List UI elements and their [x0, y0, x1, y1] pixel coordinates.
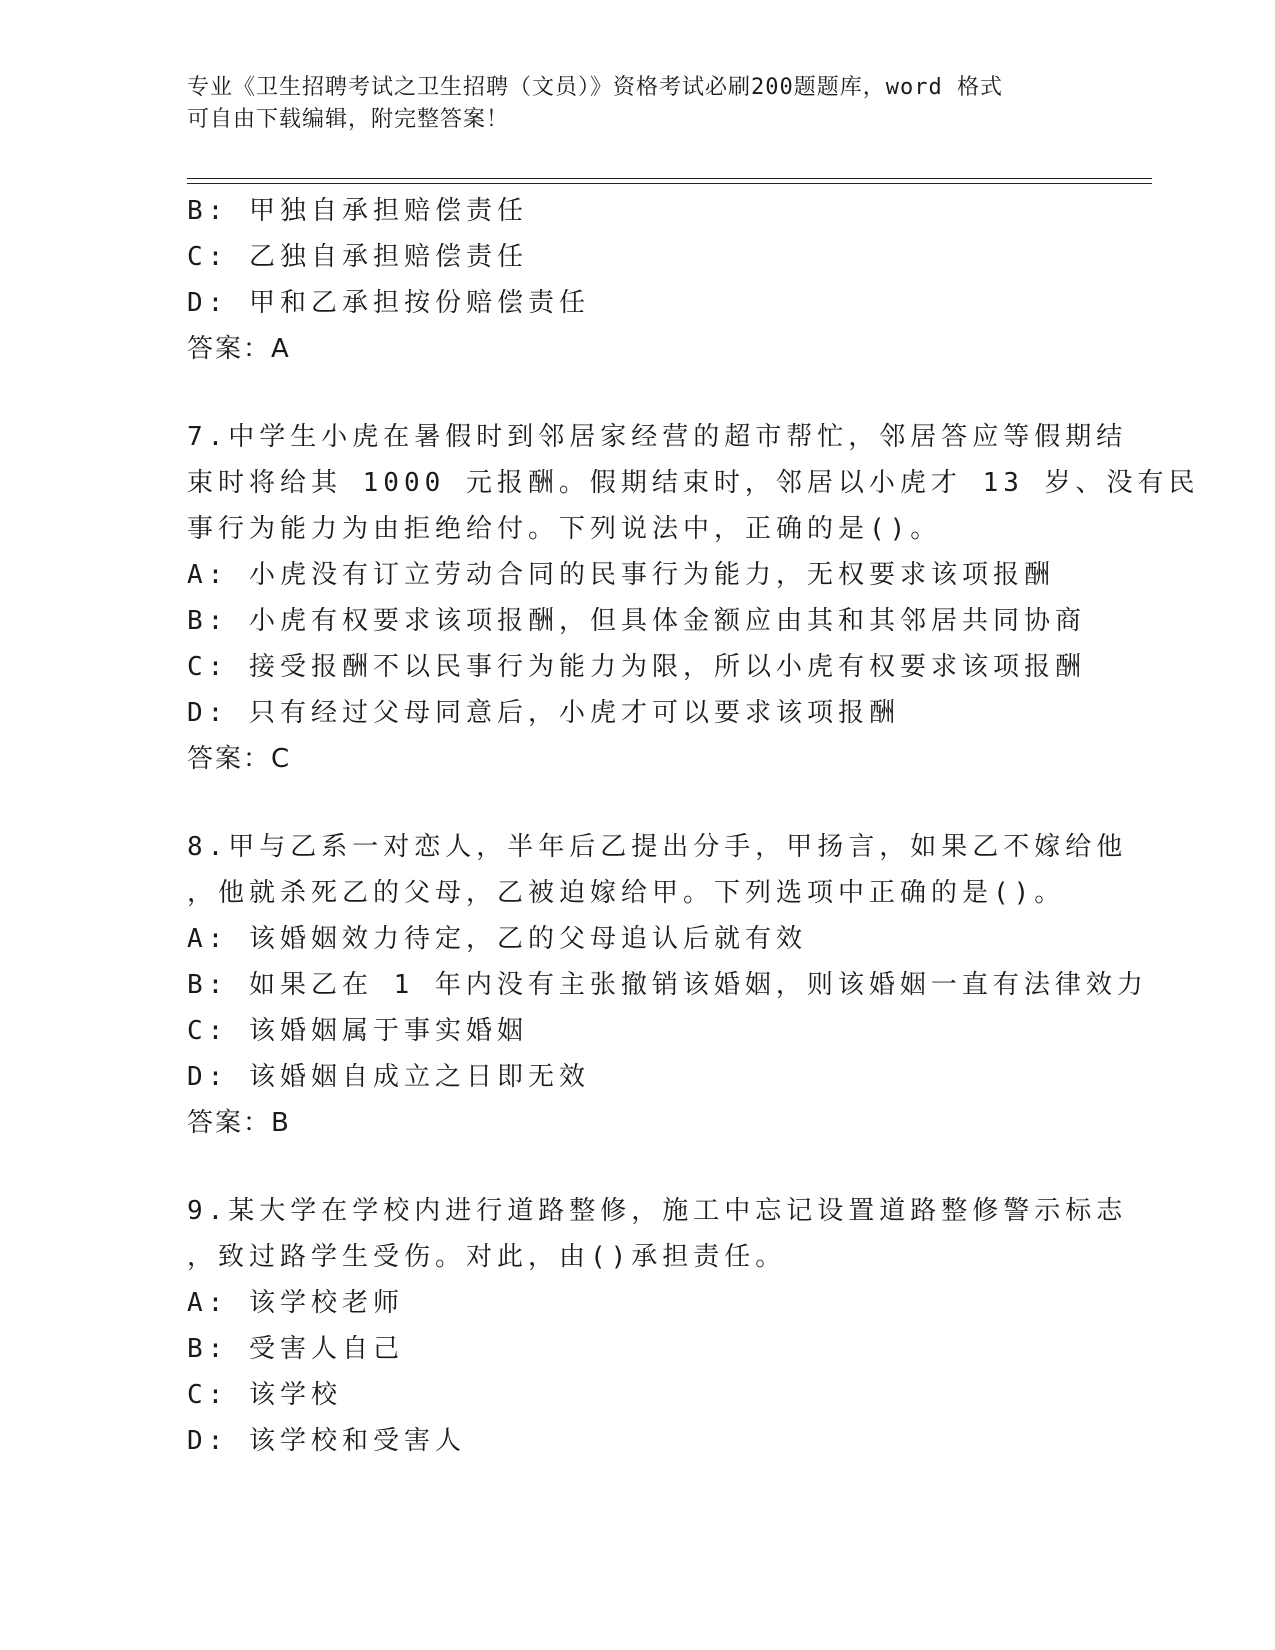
answer-label: 答案：B: [187, 1108, 291, 1138]
question-stem-line: 9.某大学在学校内进行道路整修，施工中忘记设置道路整修警示标志: [187, 1196, 1128, 1226]
option-d: D: 只有经过父母同意后，小虎才可以要求该项报酬: [187, 698, 900, 728]
option-a: A: 该婚姻效力待定，乙的父母追认后就有效: [187, 924, 807, 954]
option-a: A: 该学校老师: [187, 1288, 404, 1318]
question-block-7: [187, 414, 1200, 782]
header-line-2: 可自由下载编辑，附完整答案！: [187, 107, 510, 132]
option-b: B: 小虎有权要求该项报酬，但具体金额应由其和其邻居共同协商: [187, 606, 1086, 636]
header-divider-bottom: [187, 183, 1152, 184]
option-b: B: 如果乙在 1 年内没有主张撤销该婚姻，则该婚姻一直有法律效力: [187, 970, 1148, 1000]
option-c: C: 该婚姻属于事实婚姻: [187, 1016, 528, 1046]
block-spacer: [187, 782, 1087, 824]
question-stem-line: ，他就杀死乙的父母，乙被迫嫁给甲。下列选项中正确的是()。: [187, 878, 1066, 908]
question-stem-line: 事行为能力为由拒绝给付。下列说法中，正确的是()。: [187, 514, 942, 544]
question-block-9: [187, 1188, 1128, 1464]
question-stem-line: 束时将给其 1000 元报酬。假期结束时，邻居以小虎才 13 岁、没有民: [187, 468, 1200, 498]
block-spacer: [187, 372, 1087, 414]
question-stem-line: 8.甲与乙系一对恋人，半年后乙提出分手，甲扬言，如果乙不嫁给他: [187, 832, 1128, 862]
option-c: C: 乙独自承担赔偿责任: [187, 242, 528, 272]
answer-label: 答案：A: [187, 334, 291, 364]
document-header: [187, 72, 1077, 136]
option-b: B: 受害人自己: [187, 1334, 404, 1364]
question-content: [187, 188, 1200, 1464]
option-d: D: 该学校和受害人: [187, 1426, 466, 1456]
option-d: D: 甲和乙承担按份赔偿责任: [187, 288, 590, 318]
option-b: B: 甲独自承担赔偿责任: [187, 196, 528, 226]
question-stem-line: 7.中学生小虎在暑假时到邻居家经营的超市帮忙，邻居答应等假期结: [187, 422, 1128, 452]
option-a: A: 小虎没有订立劳动合同的民事行为能力，无权要求该项报酬: [187, 560, 1055, 590]
option-d: D: 该婚姻自成立之日即无效: [187, 1062, 590, 1092]
question-stem-line: ，致过路学生受伤。对此，由()承担责任。: [187, 1242, 787, 1272]
header-divider-top: [187, 178, 1152, 179]
option-c: C: 该学校: [187, 1380, 342, 1410]
question-block-6: [187, 188, 1087, 372]
answer-label: 答案：C: [187, 744, 292, 774]
option-c: C: 接受报酬不以民事行为能力为限，所以小虎有权要求该项报酬: [187, 652, 1086, 682]
question-block-8: [187, 824, 1148, 1146]
block-spacer: [187, 1146, 1087, 1188]
header-line-1: 专业《卫生招聘考试之卫生招聘（文员）》资格考试必刷200题题库，word 格式: [187, 75, 1003, 100]
